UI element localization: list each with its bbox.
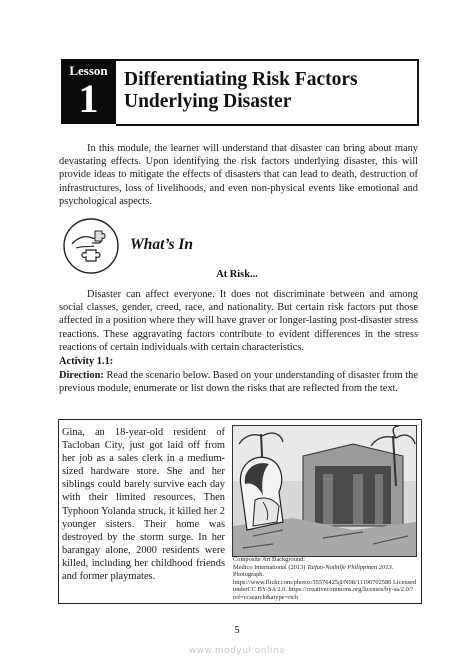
page-number: 5 bbox=[234, 625, 240, 636]
direction-label: Direction: bbox=[59, 370, 104, 381]
lesson-number: 1 bbox=[78, 76, 99, 121]
title-line-1: Differentiating Risk Factors bbox=[124, 69, 358, 90]
whats-in-title: What’s In bbox=[130, 236, 194, 253]
caption-title: Taifun-Nothilfe Philippinen 2013. bbox=[307, 563, 394, 571]
caption-line-1: Composite Art Background: bbox=[233, 556, 306, 563]
scenario-text: Gina, an 18-year-old resident of Tacloban City, just got laid off from her job as a sales clerk in a medium-sized hardware store. She and her siblings could barely survive each day with their limited resources. Then Typhoon Yolanda struck, it killed her 2 younger sisters. Their home was destroyed by the storm surge. In her barangay alone, 2000 residents were killed, including her childhood friends and former playmates. bbox=[62, 427, 225, 583]
lesson-badge bbox=[61, 59, 116, 124]
caption-source: Medico International (2013) bbox=[233, 563, 308, 571]
title-line-2: Underlying Disaster bbox=[124, 91, 292, 112]
lesson-label: Lesson bbox=[69, 63, 108, 78]
caption-link: Photograph. https://www.flickr.com/photos/35576425@N08/11190702586 Licensed underCC BY-SA 2.0. https://creativecommons.org/licenses/by-sa/2.0/?ref=ccsearch&atype=rich bbox=[233, 571, 417, 601]
watermark: www.modyul.online bbox=[188, 646, 286, 656]
puzzle-hand-icon bbox=[62, 217, 120, 275]
at-risk-heading: At Risk... bbox=[216, 269, 258, 280]
intro-paragraph: In this module, the learner will understand that disaster can bring about many devastating effects. Upon identifying the risk factors underlying disaster, this will provide ideas to mitigate the effects of disasters that can lead to death, destruction of infrastructures, loss of livelihoods, and even non-physical events like emotional and psychological aspects. bbox=[59, 143, 418, 207]
whats-in-paragraph: Disaster can affect everyone. It does not discriminate between and among social classes, gender, creed, race, and nationality. But certain risk factors put those affected in a position where they will have graver or longer-lasting post-disaster stress reactions. These aggravating factors contribute to evident differences in the stress reactions of certain individuals with certain characteristics. bbox=[59, 289, 418, 353]
activity-label: Activity 1.1: bbox=[59, 356, 114, 367]
caption-line-2 bbox=[233, 564, 418, 602]
page-title bbox=[124, 69, 414, 113]
direction-paragraph bbox=[59, 369, 418, 395]
lesson-title-box bbox=[116, 59, 419, 126]
direction-text: Read the scenario below. Based on your understanding of disaster from the previous module, enumerate or list down the risks that are reflected from the text. bbox=[59, 370, 418, 395]
image-caption bbox=[233, 556, 418, 602]
composite-art-image bbox=[232, 425, 417, 557]
